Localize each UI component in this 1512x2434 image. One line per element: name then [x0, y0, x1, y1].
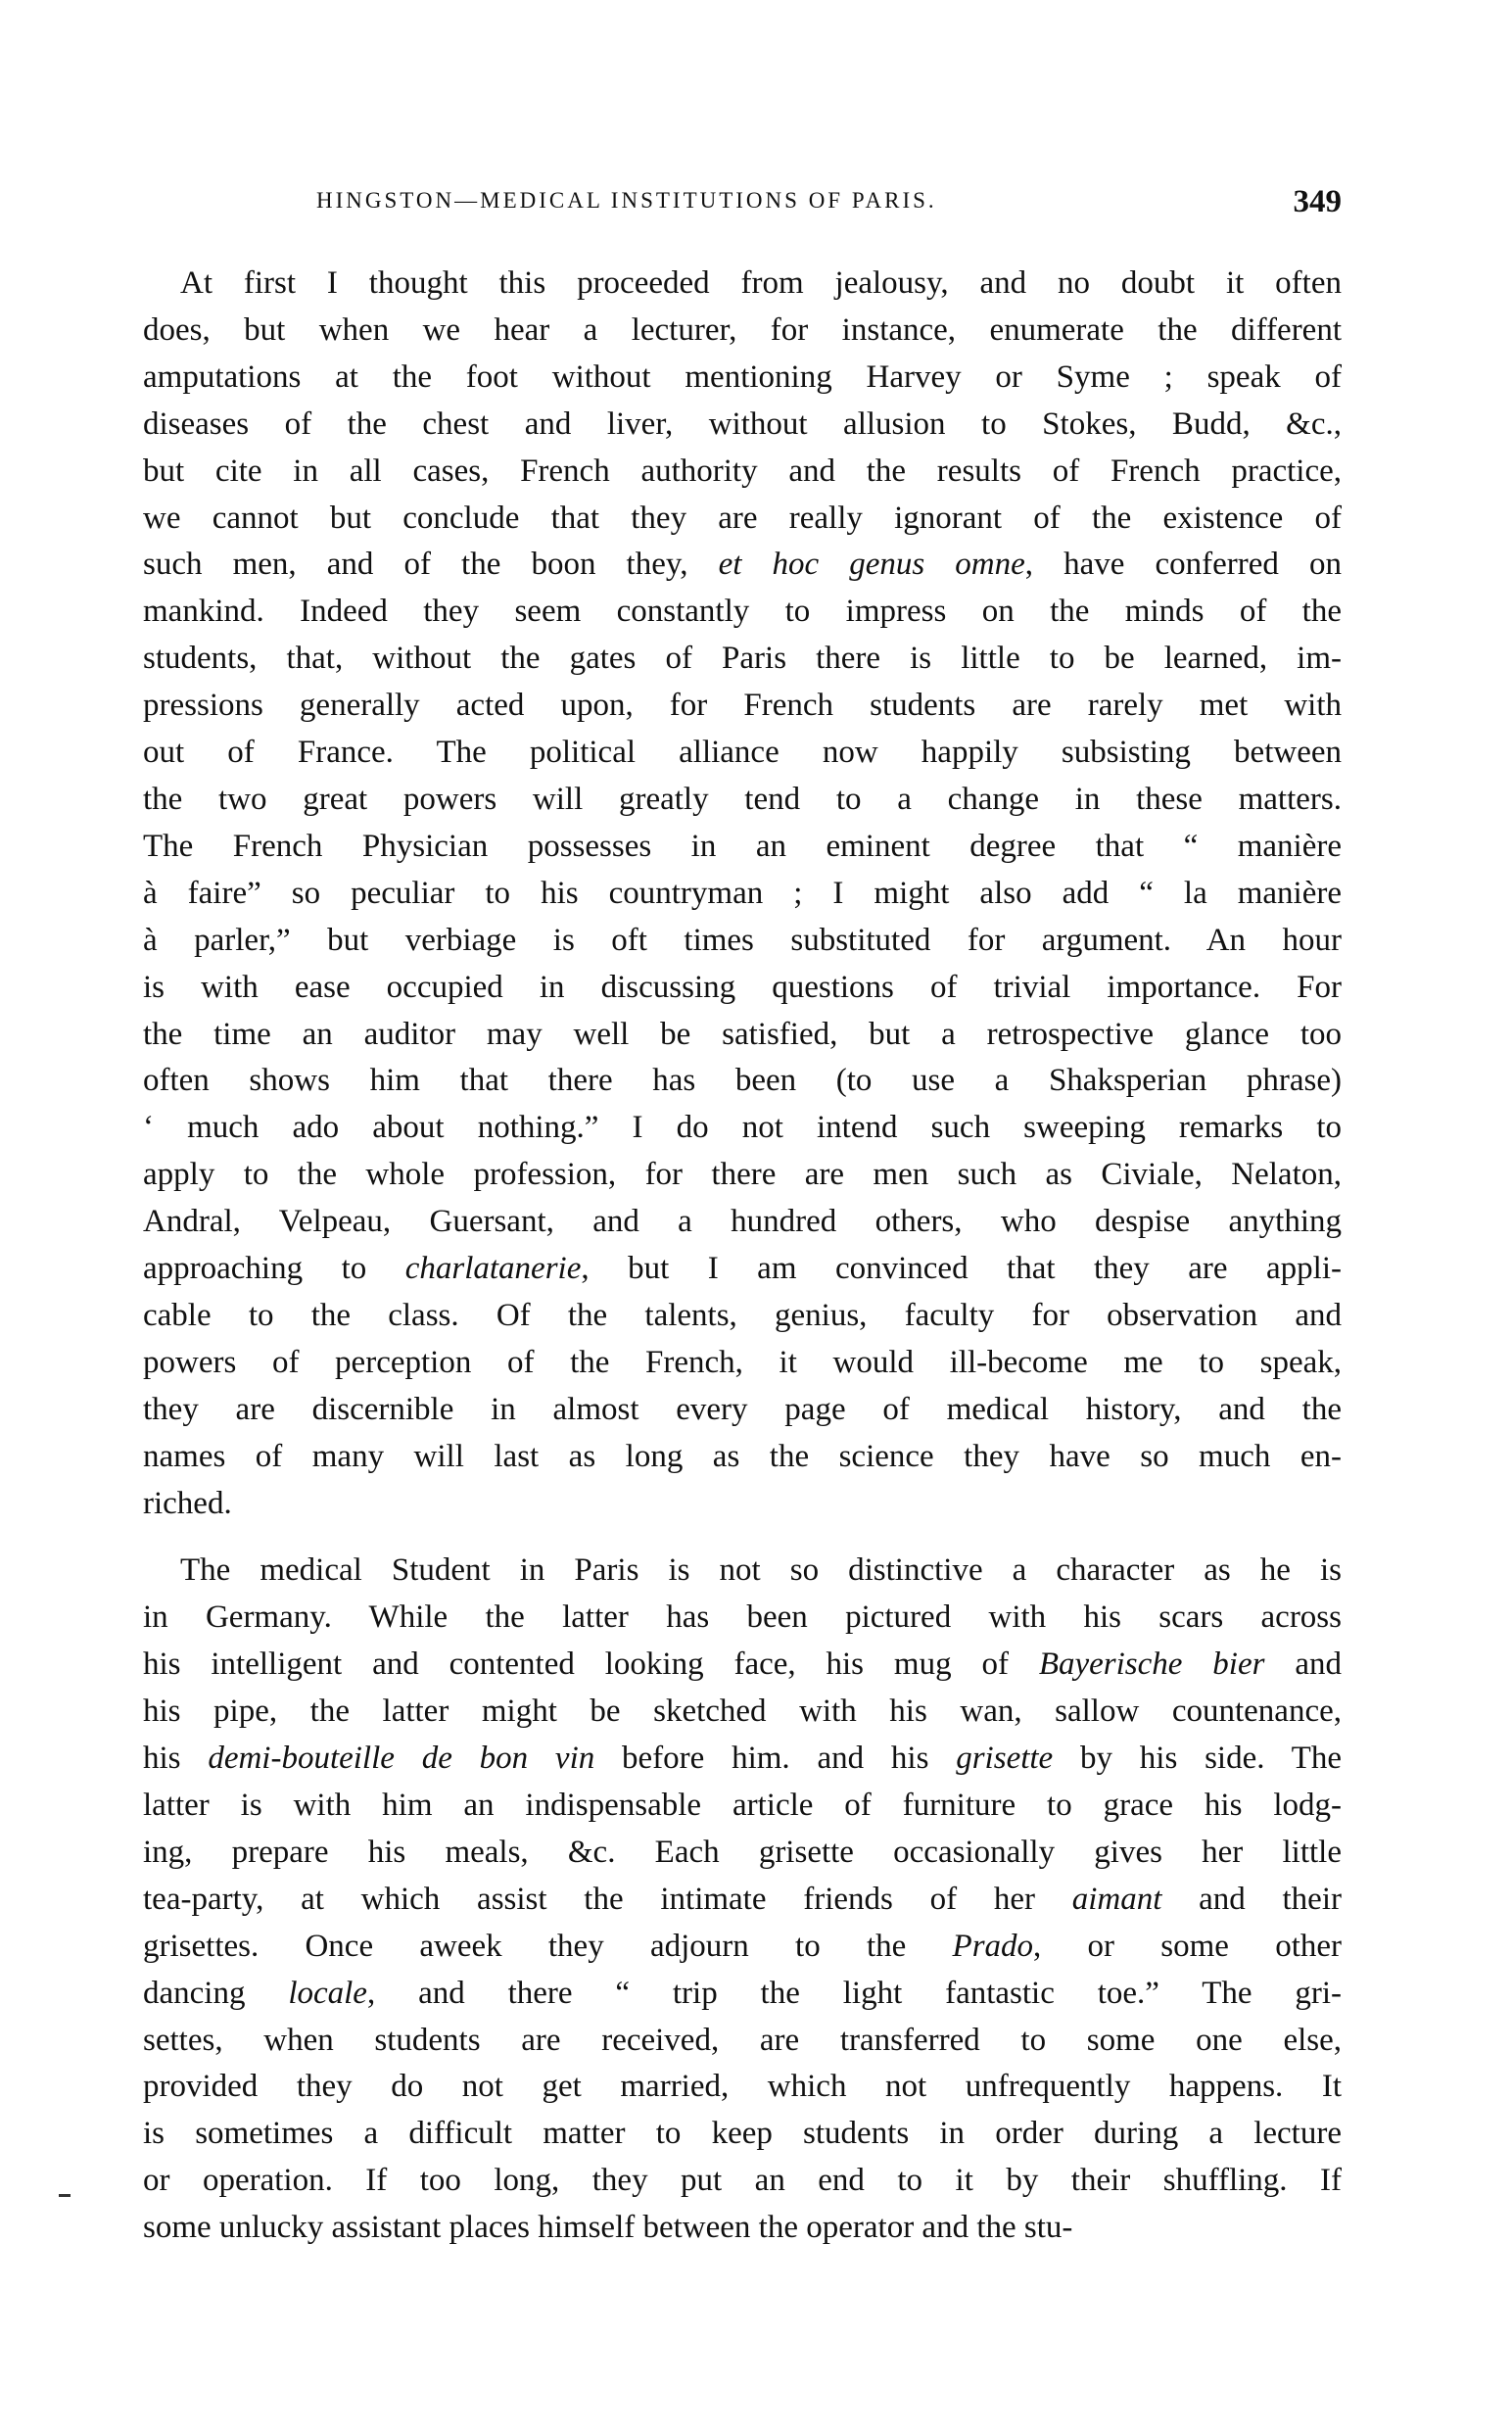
running-head	[106, 184, 1342, 223]
text-line: but cite in all cases, French authority and the results of French practice,	[143, 453, 1342, 489]
text-line: names of many will last as long as the science they have so much en-	[143, 1438, 1342, 1474]
text-line: ing, prepare his meals, &c. Each grisette occasionally gives her little	[143, 1834, 1342, 1870]
text-line: students, that, without the gates of Paris there is little to be learned, im-	[143, 641, 1342, 677]
text-line: The medical Student in Paris is not so distinctive a character as he is	[180, 1552, 1342, 1589]
text-line: grisettes. Once aweek they adjourn to the Prado, or some other	[143, 1928, 1342, 1964]
text-line: The French Physician possesses in an eminent degree that “ manière	[143, 828, 1342, 864]
paragraph-1	[106, 261, 1342, 1527]
text-line: they are discernible in almost every page of medical history, and the	[143, 1391, 1342, 1427]
text-line: mankind. Indeed they seem constantly to impress on the minds of the	[143, 594, 1342, 630]
text-line: the time an auditor may well be satisfied, but a retrospective glance too	[143, 1016, 1342, 1052]
text-line: latter is with him an indispensable article of furniture to grace his lodg-	[143, 1788, 1342, 1823]
text-line: apply to the whole profession, for there are men such as Civiale, Nelaton,	[143, 1157, 1342, 1193]
body-text	[106, 261, 1342, 2252]
text-line: riched.	[143, 1485, 232, 1521]
text-line: is sometimes a difficult matter to keep students in order during a lecture	[143, 2116, 1342, 2152]
text-line: the two great powers will greatly tend to a change in these matters.	[143, 781, 1342, 817]
text-line: is with ease occupied in discussing questions of trivial importance. For	[143, 969, 1342, 1005]
text-line: cable to the class. Of the talents, genius, faculty for observation and	[143, 1297, 1342, 1333]
text-line: à faire” so peculiar to his countryman ; I might also add “ la manière	[143, 875, 1342, 911]
page-number: 349	[1293, 184, 1342, 219]
text-line: his pipe, the latter might be sketched with his wan, sallow countenance,	[143, 1694, 1342, 1730]
text-line: diseases of the chest and liver, without allusion to Stokes, Budd, &c.,	[143, 406, 1342, 442]
text-line: powers of perception of the French, it would ill-become me to speak,	[143, 1344, 1342, 1380]
text-line: we cannot but conclude that they are really ignorant of the existence of	[143, 500, 1342, 536]
text-line: often shows him that there has been (to use a Shaksperian phrase)	[143, 1063, 1342, 1099]
text-line: settes, when students are received, are transferred to some one else,	[143, 2022, 1342, 2058]
text-line: in Germany. While the latter has been pictured with his scars across	[143, 1599, 1342, 1636]
text-line: à parler,” but verbiage is oft times substituted for argument. An hour	[143, 922, 1342, 958]
text-line: some unlucky assistant places himself between the operator and the stu-	[143, 2210, 1073, 2246]
text-line: dancing locale, and there “ trip the light fantastic toe.” The gri-	[143, 1975, 1342, 2011]
text-line: approaching to charlatanerie, but I am convinced that they are appli-	[143, 1251, 1342, 1287]
text-line: or operation. If too long, they put an end to it by their shuffling. If	[143, 2163, 1342, 2199]
text-line: such men, and of the boon they, et hoc genus omne, have conferred on	[143, 547, 1342, 583]
text-line: does, but when we hear a lecturer, for instance, enumerate the different	[143, 311, 1342, 348]
text-line: his demi-bouteille de bon vin before him. and his grisette by his side. The	[143, 1741, 1342, 1777]
margin-mark	[59, 2194, 71, 2197]
paragraph-2	[106, 1548, 1342, 2252]
text-line: Andral, Velpeau, Guersant, and a hundred others, who despise anything	[143, 1204, 1342, 1240]
text-line: tea-party, at which assist the intimate friends of her aimant and their	[143, 1881, 1342, 1917]
text-line: At first I thought this proceeded from jealousy, and no doubt it often	[180, 265, 1342, 301]
text-line: provided they do not get married, which not unfrequently happens. It	[143, 2069, 1342, 2105]
text-line: his intelligent and contented looking face, his mug of Bayerische bier and	[143, 1647, 1342, 1683]
text-line: pressions generally acted upon, for French students are rarely met with	[143, 688, 1342, 724]
text-line: ‘ much ado about nothing.” I do not intend such sweeping remarks to	[143, 1110, 1342, 1146]
text-line: amputations at the foot without mentioning Harvey or Syme ; speak of	[143, 358, 1342, 395]
text-line: out of France. The political alliance now happily subsisting between	[143, 735, 1342, 771]
running-title: HINGSTON—MEDICAL INSTITUTIONS OF PARIS.	[316, 188, 937, 213]
